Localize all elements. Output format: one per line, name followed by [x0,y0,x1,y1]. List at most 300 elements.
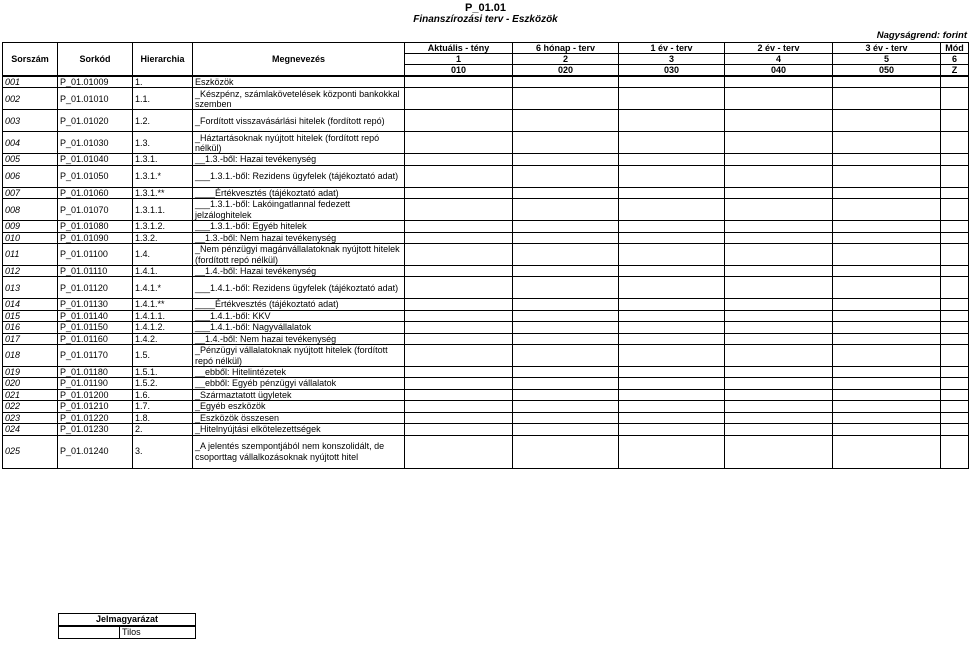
table-row [3,435,969,468]
value-cell[interactable] [725,244,833,266]
row-sorszam: 021 [3,389,58,400]
value-cell[interactable] [619,199,725,221]
row-sorkod: P_01.01010 [58,88,133,110]
row-sorszam: 014 [3,299,58,310]
value-cell[interactable] [405,299,513,310]
value-cell[interactable] [405,277,513,299]
row-megnevezes: __ebből: Egyéb pénzügyi vállalatok [193,378,405,389]
value-cell[interactable] [405,322,513,333]
value-cell[interactable] [619,154,725,165]
value-cell[interactable] [513,76,619,88]
value-cell[interactable] [513,322,619,333]
value-cell[interactable] [405,266,513,277]
col-header-sorkod: Sorkód [58,43,133,77]
col-header-num: 4 [725,54,833,65]
table-row [3,221,969,232]
table-row [3,412,969,423]
value-cell[interactable] [725,266,833,277]
value-cell[interactable] [513,345,619,367]
value-cell[interactable] [941,277,969,299]
row-hierarchia: 1.4. [133,244,193,266]
row-sorszam: 003 [3,110,58,132]
value-cell[interactable] [513,110,619,132]
value-cell[interactable] [941,221,969,232]
value-cell[interactable] [619,412,725,423]
value-cell[interactable] [513,424,619,435]
table-row [3,367,969,378]
value-cell[interactable] [405,310,513,321]
value-cell[interactable] [513,389,619,400]
value-cell[interactable] [833,277,941,299]
row-sorszam: 012 [3,266,58,277]
col-header-label: 6 hónap - terv [513,43,619,54]
value-cell[interactable] [833,299,941,310]
row-sorkod: P_01.01020 [58,110,133,132]
value-cell[interactable] [941,76,969,88]
value-cell[interactable] [833,244,941,266]
row-hierarchia: 1.3.1.1. [133,199,193,221]
value-cell[interactable] [833,345,941,367]
value-cell[interactable] [725,435,833,468]
value-cell[interactable] [725,378,833,389]
legend-item-label: Tilos [120,626,196,639]
row-hierarchia: 1.3.1.** [133,187,193,198]
value-cell[interactable] [513,132,619,154]
value-cell[interactable] [619,165,725,187]
value-cell[interactable] [513,333,619,344]
row-hierarchia: 1.4.1.1. [133,310,193,321]
value-cell[interactable] [405,154,513,165]
table-row [3,333,969,344]
value-cell[interactable] [619,132,725,154]
value-cell[interactable] [405,435,513,468]
col-header-sorszam: Sorszám [3,43,58,77]
value-cell[interactable] [619,310,725,321]
value-cell[interactable] [619,244,725,266]
col-header-label: Aktuális - tény [405,43,513,54]
value-cell[interactable] [725,154,833,165]
value-cell[interactable] [833,266,941,277]
value-cell[interactable] [725,132,833,154]
row-megnevezes: ___1.3.1.-ből: Rezidens ügyfelek (tájékoztató adat) [193,165,405,187]
row-hierarchia: 1.5.1. [133,367,193,378]
value-cell[interactable] [833,232,941,243]
value-cell[interactable] [513,88,619,110]
table-row [3,110,969,132]
row-megnevezes: _Egyéb eszközök [193,401,405,412]
row-megnevezes: _Nem pénzügyi magánvállalatoknak nyújtott hitelek (fordított repó nélkül) [193,244,405,266]
value-cell[interactable] [405,221,513,232]
value-cell[interactable] [833,322,941,333]
value-cell[interactable] [941,110,969,132]
table-row [3,424,969,435]
value-cell[interactable] [725,412,833,423]
row-sorszam: 015 [3,310,58,321]
value-cell[interactable] [725,345,833,367]
value-cell[interactable] [941,322,969,333]
row-hierarchia: 1.3.1.* [133,165,193,187]
value-cell[interactable] [513,435,619,468]
col-header-num: 3 [619,54,725,65]
value-cell[interactable] [513,154,619,165]
value-cell[interactable] [941,424,969,435]
row-sorszam: 017 [3,333,58,344]
row-megnevezes: _Készpénz, számlakövetelések központi bankokkal szemben [193,88,405,110]
col-header-code: 010 [405,65,513,77]
value-cell[interactable] [833,310,941,321]
value-cell[interactable] [833,199,941,221]
row-hierarchia: 1.3.1. [133,154,193,165]
value-cell[interactable] [725,401,833,412]
value-cell[interactable] [725,221,833,232]
value-cell[interactable] [941,165,969,187]
row-megnevezes: _Háztartásoknak nyújtott hitelek (fordított repó nélkül) [193,132,405,154]
value-cell[interactable] [513,165,619,187]
row-sorkod: P_01.01190 [58,378,133,389]
value-cell[interactable] [833,435,941,468]
value-cell[interactable] [619,187,725,198]
row-hierarchia: 1.4.1. [133,266,193,277]
row-hierarchia: 1.8. [133,412,193,423]
row-megnevezes: ___1.3.1.-ből: Egyéb hitelek [193,221,405,232]
row-sorkod: P_01.01120 [58,277,133,299]
value-cell[interactable] [725,367,833,378]
table-body [3,76,969,468]
value-cell[interactable] [941,299,969,310]
table-row [3,299,969,310]
value-cell[interactable] [405,244,513,266]
value-cell[interactable] [405,378,513,389]
row-hierarchia: 1.2. [133,110,193,132]
value-cell[interactable] [941,199,969,221]
row-sorszam: 005 [3,154,58,165]
row-sorszam: 023 [3,412,58,423]
value-cell[interactable] [513,277,619,299]
value-cell[interactable] [619,88,725,110]
col-header-num: 2 [513,54,619,65]
value-cell[interactable] [513,412,619,423]
value-cell[interactable] [725,389,833,400]
value-cell[interactable] [619,76,725,88]
row-hierarchia: 1.4.1.2. [133,322,193,333]
row-sorszam: 013 [3,277,58,299]
row-sorkod: P_01.01070 [58,199,133,221]
value-cell[interactable] [941,378,969,389]
table-row [3,345,969,367]
row-sorkod: P_01.01030 [58,132,133,154]
value-cell[interactable] [725,322,833,333]
value-cell[interactable] [405,389,513,400]
row-sorkod: P_01.01210 [58,401,133,412]
row-sorszam: 024 [3,424,58,435]
value-cell[interactable] [513,310,619,321]
row-hierarchia: 1.4.2. [133,333,193,344]
value-cell[interactable] [405,132,513,154]
col-header-label: 3 év - terv [833,43,941,54]
value-cell[interactable] [405,401,513,412]
row-megnevezes: _Pénzügyi vállalatoknak nyújtott hitelek (fordított repó nélkül) [193,345,405,367]
value-cell[interactable] [833,378,941,389]
value-cell[interactable] [619,367,725,378]
value-cell[interactable] [941,435,969,468]
value-cell[interactable] [833,389,941,400]
row-sorkod: P_01.01040 [58,154,133,165]
col-header-label: Mód [941,43,969,54]
value-cell[interactable] [405,199,513,221]
value-cell[interactable] [619,277,725,299]
row-sorkod: P_01.01150 [58,322,133,333]
value-cell[interactable] [405,424,513,435]
table-row [3,76,969,88]
value-cell[interactable] [833,367,941,378]
col-header-label: 1 év - terv [619,43,725,54]
value-cell[interactable] [725,333,833,344]
value-cell[interactable] [619,299,725,310]
row-hierarchia: 2. [133,424,193,435]
table-row [3,165,969,187]
value-cell[interactable] [405,165,513,187]
row-megnevezes: ____Értékvesztés (tájékoztató adat) [193,299,405,310]
row-hierarchia: 1.3. [133,132,193,154]
row-sorszam: 019 [3,367,58,378]
value-cell[interactable] [405,333,513,344]
row-sorszam: 016 [3,322,58,333]
value-cell[interactable] [941,88,969,110]
value-cell[interactable] [941,401,969,412]
value-cell[interactable] [941,389,969,400]
value-cell[interactable] [619,232,725,243]
row-sorkod: P_01.01009 [58,76,133,88]
legend-swatch [59,626,120,639]
form-subtitle: Finanszírozási terv - Eszközök [413,14,558,25]
value-cell[interactable] [833,187,941,198]
row-sorkod: P_01.01080 [58,221,133,232]
row-hierarchia: 1.1. [133,88,193,110]
value-cell[interactable] [619,221,725,232]
row-sorszam: 006 [3,165,58,187]
value-cell[interactable] [513,378,619,389]
col-header-code: 020 [513,65,619,77]
value-cell[interactable] [619,435,725,468]
row-sorszam: 010 [3,232,58,243]
row-hierarchia: 1. [133,76,193,88]
value-cell[interactable] [405,345,513,367]
value-cell[interactable] [619,401,725,412]
value-cell[interactable] [833,333,941,344]
value-cell[interactable] [941,367,969,378]
value-cell[interactable] [619,424,725,435]
row-sorszam: 004 [3,132,58,154]
value-cell[interactable] [405,76,513,88]
row-megnevezes: _Hitelnyújtási elkötelezettségek [193,424,405,435]
value-cell[interactable] [619,345,725,367]
value-cell[interactable] [833,401,941,412]
row-megnevezes: ___1.4.1.-ből: Nagyvállalatok [193,322,405,333]
row-sorszam: 011 [3,244,58,266]
value-cell[interactable] [941,333,969,344]
table-row [3,378,969,389]
col-header-num: 1 [405,54,513,65]
value-cell[interactable] [725,165,833,187]
value-cell[interactable] [833,221,941,232]
row-sorkod: P_01.01220 [58,412,133,423]
value-cell[interactable] [513,299,619,310]
value-cell[interactable] [725,199,833,221]
value-cell[interactable] [941,187,969,198]
value-cell[interactable] [619,389,725,400]
value-cell[interactable] [513,401,619,412]
row-megnevezes: __1.4.-ből: Nem hazai tevékenység [193,333,405,344]
col-header-code: 030 [619,65,725,77]
col-header-num: 6 [941,54,969,65]
value-cell[interactable] [833,76,941,88]
value-cell[interactable] [619,322,725,333]
table-row [3,310,969,321]
col-header-code: 050 [833,65,941,77]
col-header-code: 040 [725,65,833,77]
row-sorkod: P_01.01090 [58,232,133,243]
value-cell[interactable] [619,378,725,389]
value-cell[interactable] [619,110,725,132]
row-megnevezes: ___1.4.1.-ből: KKV [193,310,405,321]
col-header-hierarchia: Hierarchia [133,43,193,77]
table-row [3,232,969,243]
value-cell[interactable] [619,333,725,344]
row-sorszam: 018 [3,345,58,367]
table-row [3,266,969,277]
value-cell[interactable] [725,232,833,243]
value-cell[interactable] [513,232,619,243]
unit-label: Nagyságrend: forint [876,30,967,41]
value-cell[interactable] [725,424,833,435]
value-cell[interactable] [513,221,619,232]
row-hierarchia: 1.3.1.2. [133,221,193,232]
row-hierarchia: 1.7. [133,401,193,412]
value-cell[interactable] [405,412,513,423]
table-row [3,322,969,333]
value-cell[interactable] [941,310,969,321]
row-sorkod: P_01.01060 [58,187,133,198]
row-sorszam: 020 [3,378,58,389]
row-megnevezes: _A jelentés szempontjából nem konszolidált, de csoporttag vállalkozásoknak nyújtott hitel [193,435,405,468]
row-megnevezes: ___1.4.1.-ből: Rezidens ügyfelek (tájékoztató adat) [193,277,405,299]
table-row [3,389,969,400]
value-cell[interactable] [833,110,941,132]
row-megnevezes: _Fordított visszavásárlási hitelek (fordított repó) [193,110,405,132]
value-cell[interactable] [941,132,969,154]
value-cell[interactable] [513,367,619,378]
table-row [3,244,969,266]
value-cell[interactable] [941,154,969,165]
value-cell[interactable] [405,88,513,110]
value-cell[interactable] [725,110,833,132]
row-megnevezes: __ebből: Hitelintézetek [193,367,405,378]
row-sorszam: 001 [3,76,58,88]
row-sorkod: P_01.01230 [58,424,133,435]
row-sorszam: 025 [3,435,58,468]
value-cell[interactable] [941,244,969,266]
value-cell[interactable] [405,187,513,198]
value-cell[interactable] [619,266,725,277]
value-cell[interactable] [513,244,619,266]
row-hierarchia: 1.4.1.** [133,299,193,310]
row-megnevezes: _Származtatott ügyletek [193,389,405,400]
value-cell[interactable] [941,345,969,367]
row-megnevezes: __1.4.-ből: Hazai tevékenység [193,266,405,277]
form-code: P_01.01 [465,2,506,14]
row-sorszam: 007 [3,187,58,198]
col-header-megnevezes: Megnevezés [193,43,405,77]
row-sorkod: P_01.01050 [58,165,133,187]
value-cell[interactable] [833,132,941,154]
value-cell[interactable] [405,232,513,243]
table-row [3,88,969,110]
value-cell[interactable] [513,266,619,277]
row-megnevezes: ___1.3.1.-ből: Lakóingatlannal fedezett jelzáloghitelek [193,199,405,221]
value-cell[interactable] [833,165,941,187]
row-hierarchia: 1.6. [133,389,193,400]
row-sorszam: 022 [3,401,58,412]
row-hierarchia: 1.5.2. [133,378,193,389]
col-header-label: 2 év - terv [725,43,833,54]
table-row [3,154,969,165]
value-cell[interactable] [833,154,941,165]
value-cell[interactable] [725,299,833,310]
data-table [2,42,969,469]
value-cell[interactable] [941,232,969,243]
value-cell[interactable] [725,187,833,198]
row-megnevezes: ____Értékvesztés (tájékoztató adat) [193,187,405,198]
row-sorkod: P_01.01110 [58,266,133,277]
table-row [3,132,969,154]
row-megnevezes: _Eszközök összesen [193,412,405,423]
col-header-num: 5 [833,54,941,65]
row-sorkod: P_01.01200 [58,389,133,400]
value-cell[interactable] [833,412,941,423]
row-sorkod: P_01.01140 [58,310,133,321]
value-cell[interactable] [725,76,833,88]
table-row [3,199,969,221]
value-cell[interactable] [513,187,619,198]
row-sorkod: P_01.01130 [58,299,133,310]
value-cell[interactable] [941,266,969,277]
row-sorkod: P_01.01100 [58,244,133,266]
row-sorszam: 009 [3,221,58,232]
value-cell[interactable] [725,310,833,321]
legend-box [58,613,196,639]
row-sorkod: P_01.01240 [58,435,133,468]
row-sorszam: 008 [3,199,58,221]
row-sorkod: P_01.01170 [58,345,133,367]
col-header-code: Z [941,65,969,77]
value-cell[interactable] [405,367,513,378]
value-cell[interactable] [833,88,941,110]
row-megnevezes: __1.3.-ből: Hazai tevékenység [193,154,405,165]
value-cell[interactable] [513,199,619,221]
legend-title: Jelmagyarázat [59,614,196,627]
value-cell[interactable] [833,424,941,435]
value-cell[interactable] [405,110,513,132]
row-megnevezes: __1.3.-ből: Nem hazai tevékenység [193,232,405,243]
value-cell[interactable] [725,277,833,299]
row-hierarchia: 1.4.1.* [133,277,193,299]
value-cell[interactable] [941,412,969,423]
row-sorkod: P_01.01160 [58,333,133,344]
row-hierarchia: 3. [133,435,193,468]
value-cell[interactable] [725,88,833,110]
row-sorszam: 002 [3,88,58,110]
row-hierarchia: 1.5. [133,345,193,367]
